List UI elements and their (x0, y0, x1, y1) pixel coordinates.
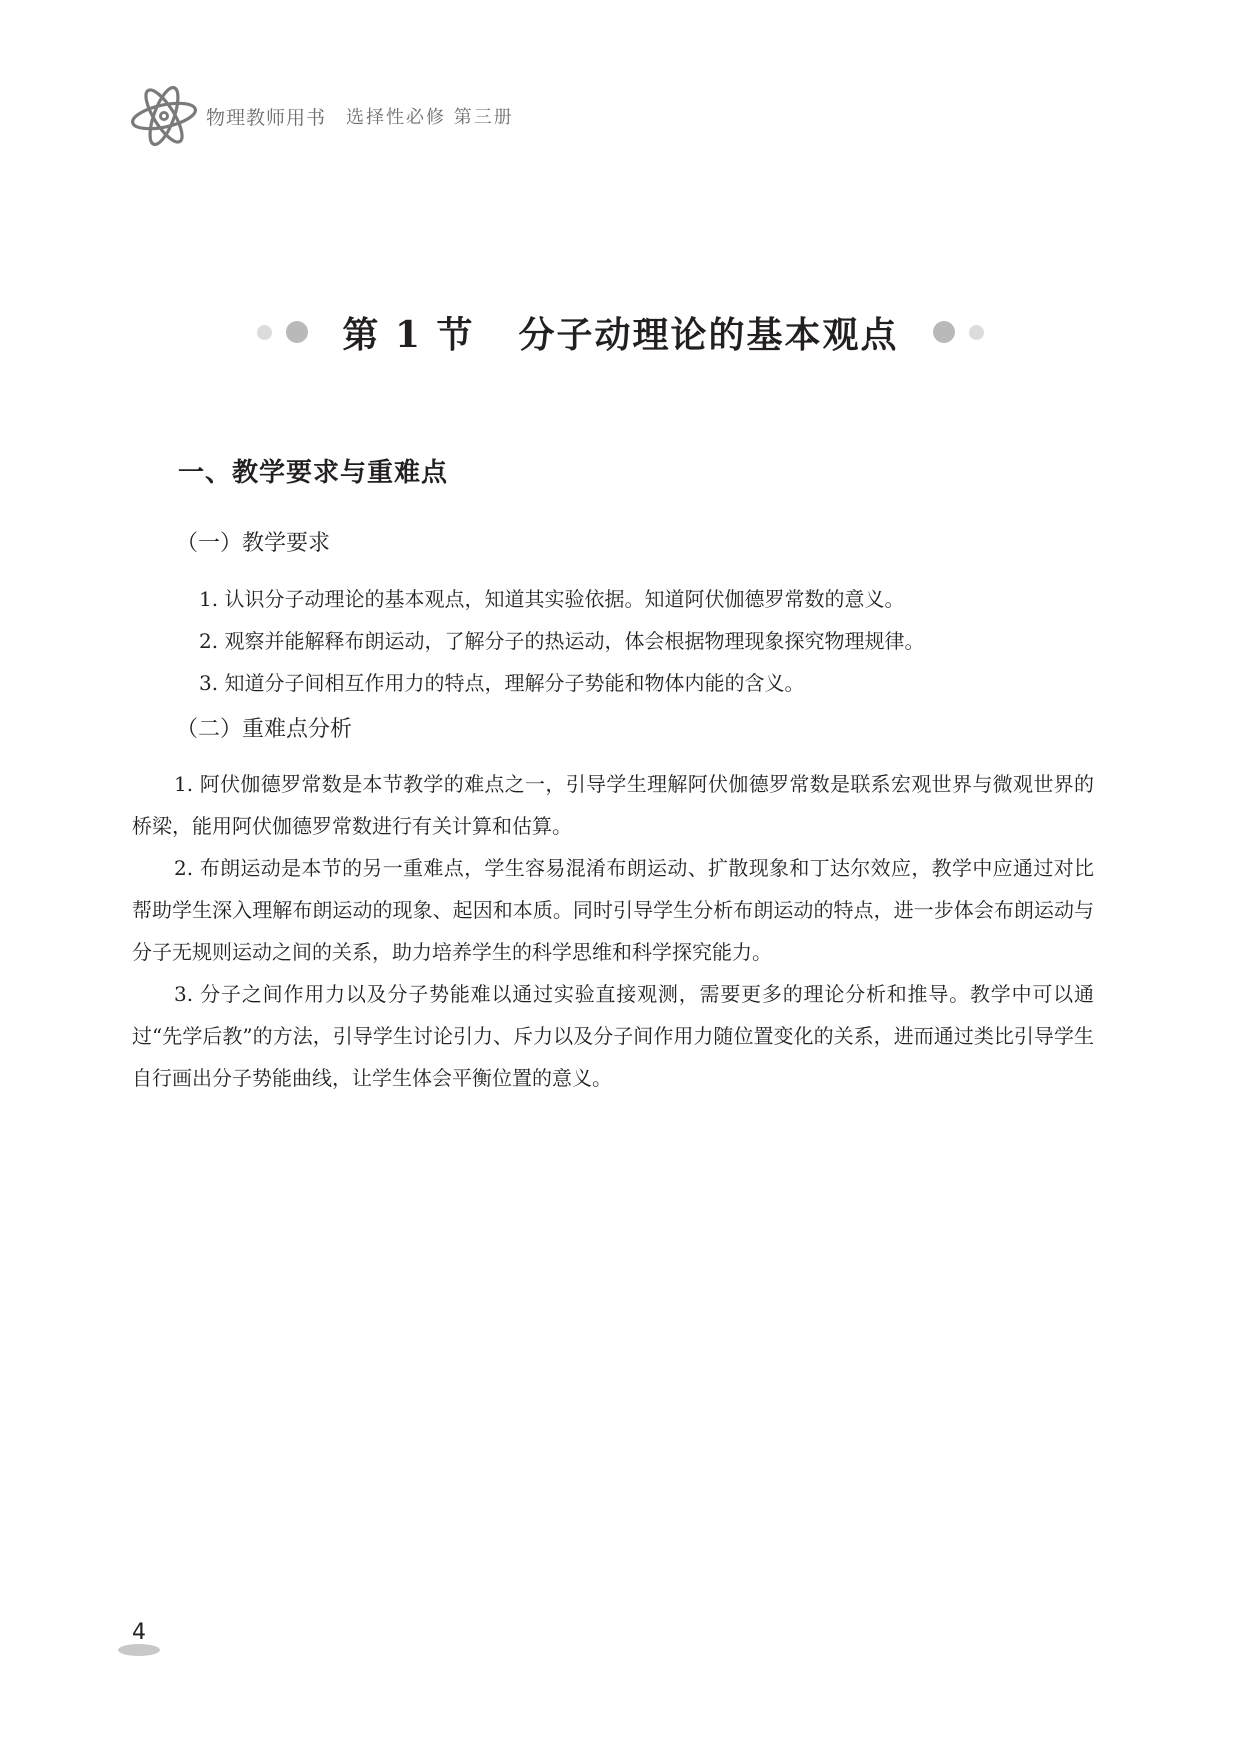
book-volume: 选择性必修 第三册 (346, 107, 514, 128)
paragraph: 3. 分子之间作用力以及分子势能难以通过实验直接观测，需要更多的理论分析和推导。教学中可以通过“先学后教”的方法，引导学生讨论引力、斥力以及分子间作用力随位置变化的关系，进而通过类比引导学生自行画出分子势能曲线，让学生体会平衡位置的意义。 (132, 982, 1094, 1090)
subsection-heading-difficulties: （二）重难点分析 (176, 717, 353, 742)
dot-icon (969, 325, 984, 340)
list-item: 1. 认识分子动理论的基本观点，知道其实验依据。知道阿伏伽德罗常数的意义。 (199, 587, 905, 611)
paragraph: 2. 布朗运动是本节的另一重难点，学生容易混淆布朗运动、扩散现象和丁达尔效应，教学中应通过对比帮助学生深入理解布朗运动的现象、起因和本质。同时引导学生分析布朗运动的特点，进一步体会布朗运动与分子无规则运动之间的关系，助力培养学生的科学思维和科学探究能力。 (132, 856, 1094, 964)
subsection-heading-requirements: （一）教学要求 (176, 531, 331, 556)
page-number-badge (118, 1620, 162, 1660)
atom-logo-icon (128, 86, 200, 146)
page-number-ellipse (118, 1644, 160, 1656)
difficulties-analysis (132, 763, 1094, 1099)
paragraph: 1. 阿伏伽德罗常数是本节教学的难点之一，引导学生理解阿伏伽德罗常数是联系宏观世界与微观世界的桥梁，能用阿伏伽德罗常数进行有关计算和估算。 (132, 772, 1094, 838)
decorative-dots-right (933, 321, 984, 343)
running-header (128, 86, 514, 146)
page-number: 4 (132, 1620, 146, 1645)
section-name: 分子动理论的基本观点 (518, 313, 899, 356)
decorative-dots-left (257, 321, 308, 343)
section-number: 第 1 节 (342, 313, 475, 356)
book-title: 物理教师用书 (206, 106, 327, 129)
part-heading: 一、教学要求与重难点 (178, 458, 449, 488)
dot-icon (286, 321, 308, 343)
list-item: 2. 观察并能解释布朗运动，了解分子的热运动，体会根据物理现象探究物理规律。 (199, 629, 925, 653)
dot-icon (257, 325, 272, 340)
section-title (342, 307, 898, 358)
dot-icon (933, 321, 955, 343)
list-item: 3. 知道分子间相互作用力的特点，理解分子势能和物体内能的含义。 (199, 671, 805, 695)
section-title-row (0, 302, 1241, 362)
requirements-list (199, 578, 924, 704)
